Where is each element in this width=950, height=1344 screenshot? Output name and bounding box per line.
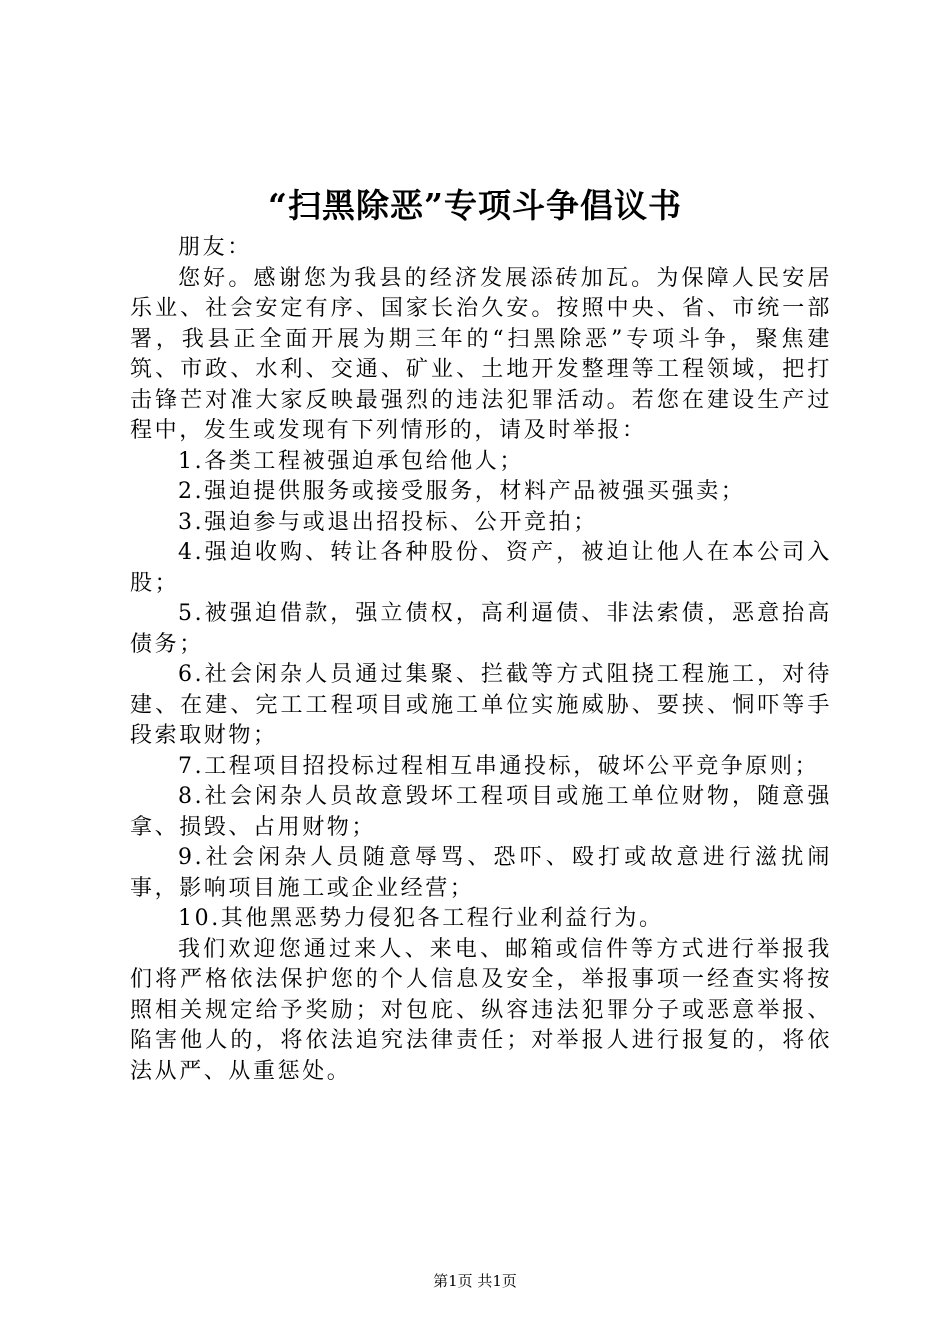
list-item: 7.工程项目招投标过程相互串通投标，破坏公平竞争原则； [178, 753, 820, 779]
list-item: 8.社会闲杂人员故意毁坏工程项目或施工单位财物，随意强拿、损毁、占用财物； [130, 784, 832, 840]
closing-paragraph: 我们欢迎您通过来人、来电、邮箱或信件等方式进行举报我们将严格依法保护您的个人信息及安全，举报事项一经查实将按照相关规定给予奖励；对包庇、纵容违法犯罪分子或恶意举报、陷害他人的，将依法追究法律责任；对举报人进行报复的，将依法从严、从重惩处。 [130, 936, 832, 1084]
list-item: 10.其他黑恶势力侵犯各工程行业利益行为。 [178, 906, 664, 931]
document-body [130, 233, 832, 1087]
document-title: “扫黑除恶”专项斗争倡议书 [268, 186, 682, 225]
list-item: 4.强迫收购、转让各种股份、资产，被迫让他人在本公司入股； [130, 540, 832, 596]
list-item: 9.社会闲杂人员随意辱骂、恐吓、殴打或故意进行滋扰闹事，影响项目施工或企业经营； [130, 845, 832, 901]
list-item: 2.强迫提供服务或接受服务，材料产品被强买强卖； [178, 479, 746, 504]
page-number-footer: 第1页 共1页 [433, 1272, 517, 1290]
list-item: 1.各类工程被强迫承包给他人； [178, 448, 524, 474]
intro-paragraph: 您好。感谢您为我县的经济发展添砖加瓦。为保障人民安居乐业、社会安定有序、国家长治久安。按照中央、省、市统一部署，我县正全面开展为期三年的“扫黑除恶”专项斗争，聚焦建筑、市政、水利、交通、矿业、土地开发整理等工程领域，把打击锋芒对准大家反映最强烈的违法犯罪活动。若您在建设生产过程中，发生或发现有下列情形的，请及时举报： [130, 265, 832, 443]
list-item: 3.强迫参与或退出招投标、公开竞拍； [178, 509, 598, 535]
list-item: 5.被强迫借款，强立债权，高利逼债、非法索债，恶意抬高债务； [130, 601, 832, 657]
greeting-paragraph: 朋友： [178, 235, 252, 260]
list-item: 6.社会闲杂人员通过集聚、拦截等方式阻挠工程施工，对待建、在建、完工工程项目或施工单位实施威胁、要挟、恫吓等手段索取财物； [130, 662, 832, 748]
